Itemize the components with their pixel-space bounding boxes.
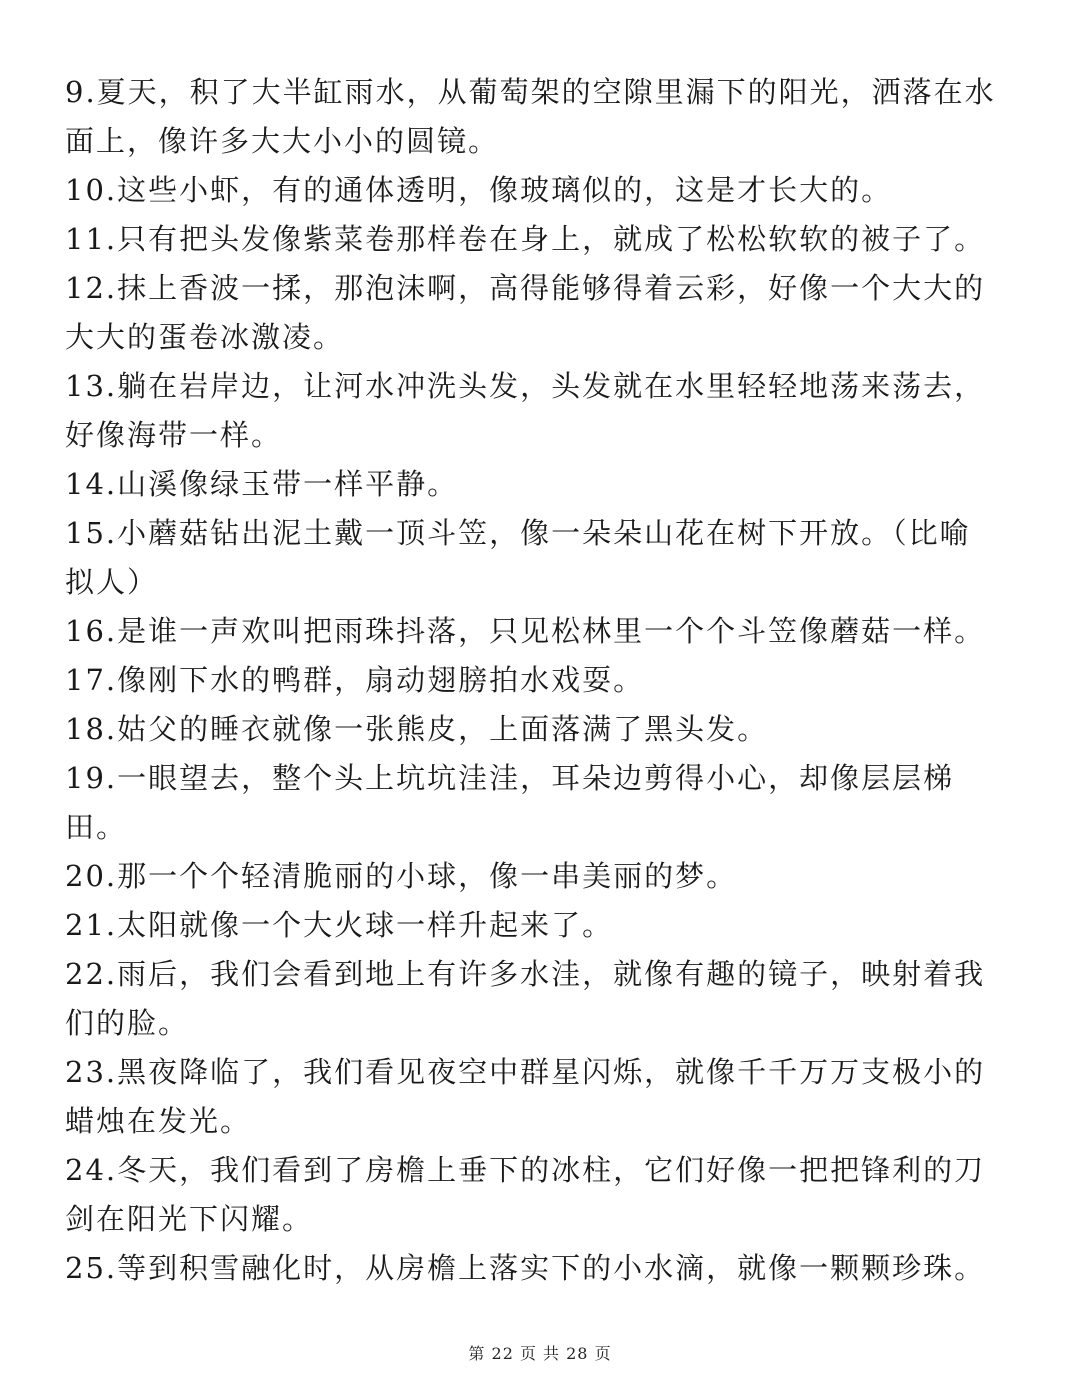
text-line: 15.小蘑菇钻出泥土戴一顶斗笠，像一朵朵山花在树下开放。（比喻: [65, 516, 971, 550]
text-line: 19.一眼望去，整个头上坑坑洼洼，耳朵边剪得小心，却像层层梯: [65, 761, 955, 795]
text-line: 25.等到积雪融化时，从房檐上落实下的小水滴，就像一颗颗珍珠。: [65, 1251, 986, 1285]
text-line: 14.山溪像绿玉带一样平静。: [65, 467, 459, 501]
text-line: 18.姑父的睡衣就像一张熊皮，上面落满了黑头发。: [65, 712, 769, 746]
text-body: [65, 68, 1025, 1293]
text-line: 20.那一个个轻清脆丽的小球，像一串美丽的梦。: [65, 859, 738, 893]
text-line: 蜡烛在发光。: [65, 1104, 252, 1138]
text-line: 21.太阳就像一个大火球一样升起来了。: [65, 908, 614, 942]
text-line: 面上，像许多大大小小的圆镜。: [65, 124, 500, 158]
text-line: 22.雨后，我们会看到地上有许多水洼，就像有趣的镜子，映射着我: [65, 957, 986, 991]
text-line: 们的脸。: [65, 1006, 190, 1040]
text-line: 9.夏天，积了大半缸雨水，从葡萄架的空隙里漏下的阳光，洒落在水: [65, 75, 996, 109]
text-line: 剑在阳光下闪耀。: [65, 1202, 314, 1236]
text-line: 好像海带一样。: [65, 418, 283, 452]
text-line: 13.躺在岩岸边，让河水冲洗头发，头发就在水里轻轻地荡来荡去，: [65, 369, 986, 403]
page-number-footer: 第 22 页 共 28 页: [468, 1344, 612, 1363]
text-line: 大大的蛋卷冰激凌。: [65, 320, 345, 354]
text-line: 16.是谁一声欢叫把雨珠抖落，只见松林里一个个斗笠像蘑菇一样。: [65, 614, 986, 648]
text-line: 23.黑夜降临了，我们看见夜空中群星闪烁，就像千千万万支极小的: [65, 1055, 986, 1089]
text-line: 24.冬天，我们看到了房檐上垂下的冰柱，它们好像一把把锋利的刀: [65, 1153, 986, 1187]
text-line: 12.抹上香波一揉，那泡沫啊，高得能够得着云彩，好像一个大大的: [65, 271, 986, 305]
text-line: 田。: [65, 810, 128, 844]
text-line: 拟人）: [65, 565, 159, 599]
text-line: 11.只有把头发像紫菜卷那样卷在身上，就成了松松软软的被子了。: [65, 222, 986, 256]
text-line: 10.这些小虾，有的通体透明，像玻璃似的，这是才长大的。: [65, 173, 893, 207]
text-line: 17.像刚下水的鸭群，扇动翅膀拍水戏耍。: [65, 663, 645, 697]
